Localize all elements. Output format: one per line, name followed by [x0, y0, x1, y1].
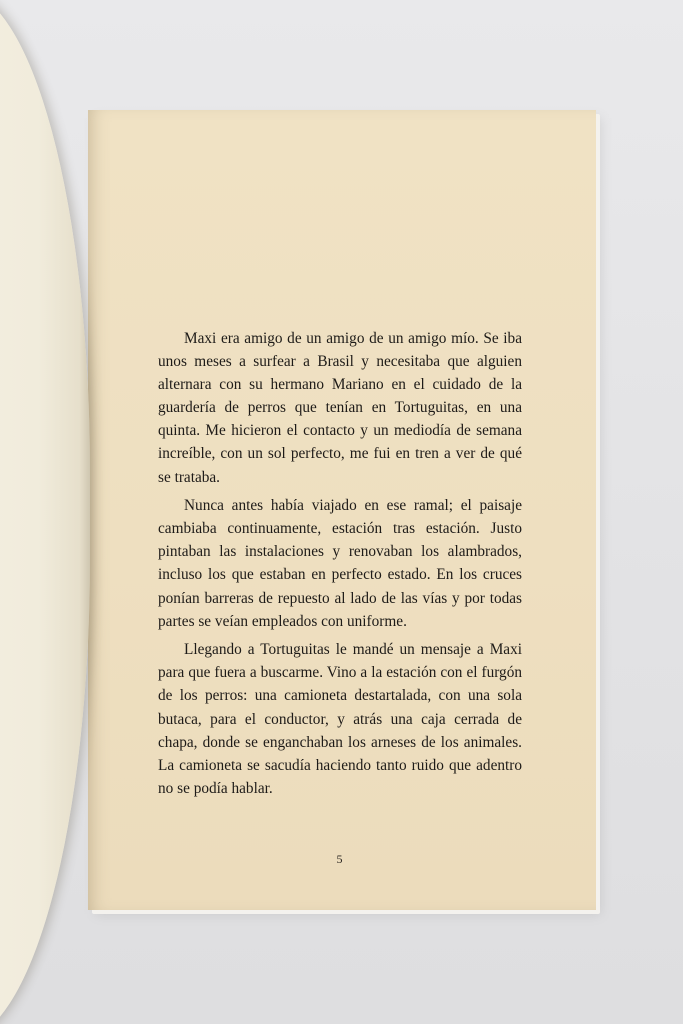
page-number: 5 — [336, 852, 343, 866]
body-text — [158, 327, 522, 805]
paragraph-2: Nunca antes había viajado en ese ramal; el paisaje cambiaba continuamente, estación tras estación. Justo pintaban las instalaciones y renovaban los alambrados, incluso los que estaban en perfecto estado. En los cruces ponían barreras de repuesto al lado de las vías y por todas partes se veían empleados con uniforme. — [158, 497, 522, 630]
paragraph-3: Llegando a Tortuguitas le mandé un mensaje a Maxi para que fuera a buscarme. Vino a la estación con el furgón de los perros: una camioneta destartalada, con una sola butaca, para el conductor, y atrás una caja cerrada de chapa, donde se enganchaban los arneses de los animales. La camioneta se sacudía haciendo tanto ruido que adentro no se podía hablar. — [158, 641, 522, 797]
page-number-wrap — [0, 852, 683, 867]
paragraph-1: Maxi era amigo de un amigo de un amigo mío. Se iba unos meses a surfear a Brasil y necesitaba que alguien alternara con su hermano Mariano en el cuidado de la guardería de perros que tenían en Tortuguitas, en una quinta. Me hicieron el contacto y un mediodía de semana increíble, con un sol perfecto, me fui en tren a ver de qué se trataba. — [158, 330, 522, 486]
